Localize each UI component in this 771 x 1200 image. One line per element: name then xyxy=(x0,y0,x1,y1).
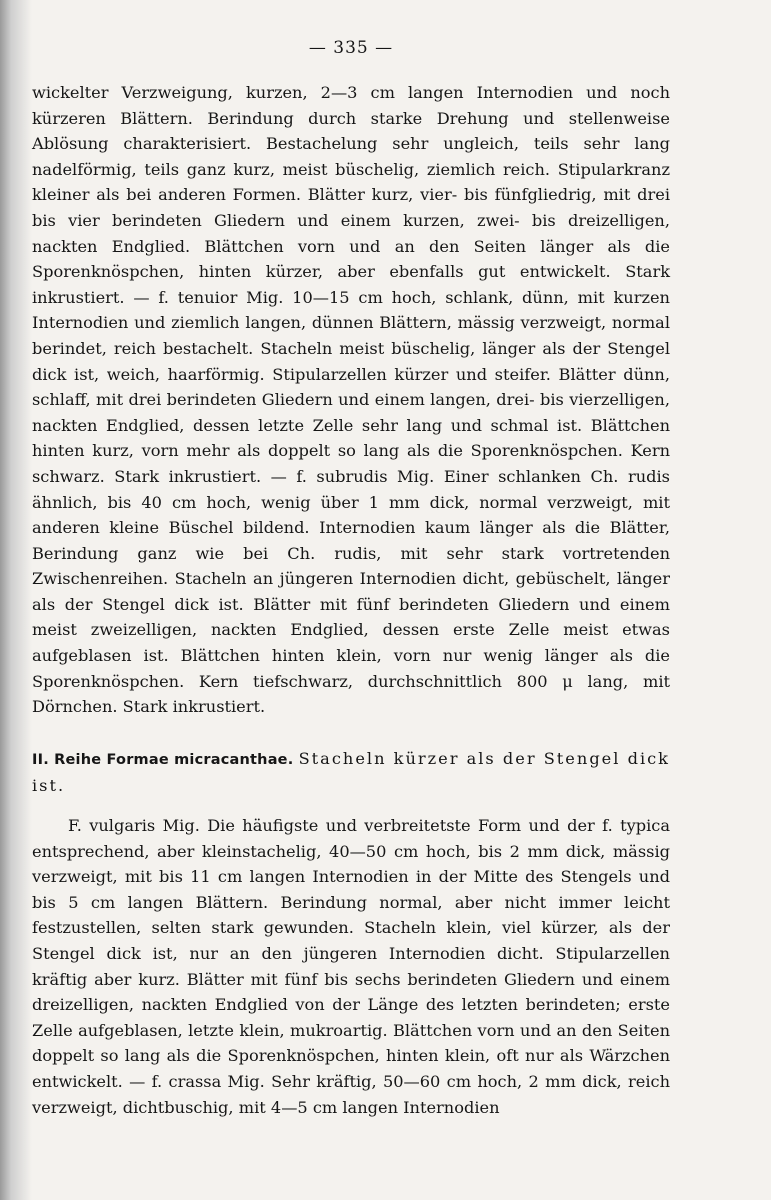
page-number: — 335 — xyxy=(308,38,394,58)
body-paragraph-2: F. vulgaris Mig. Die häufigste und verbreitetste Form und der f. typica entsprechend, aber kleinstachelig, 40—50 cm hoch, bis 2 mm dick, mässig verzweigt, mit bis 11 cm langen Internodien in der Mitte des Stengels und bis 5 cm langen Blättern. Berindung normal, aber nicht immer leicht festzustellen, selten stark gewunden. Stacheln klein, viel kürzer, als der Stengel dick ist, nur an den jüngeren Internodien dicht. Stipularzellen kräftig aber kurz. Blätter mit fünf bis sechs berindeten Gliedern und einem dreizelligen, nackten Endglied von der Länge des letzten berindeten; erste Zelle aufgeblasen, letzte klein, mukroartig. Blättchen vorn und an den Seiten doppelt so lang als die Sporenknöspchen, hinten klein, oft nur als Wärzchen entwickelt. — f. crassa Mig. Sehr kräftig, 50—60 cm hoch, 2 mm dick, reich verzweigt, dichtbuschig, mit 4—5 cm langen Internodien xyxy=(32,816,670,1117)
scan-binding-shadow xyxy=(0,0,32,1200)
book-page xyxy=(32,38,670,1120)
section-heading-label: II. Reihe Formae micracanthae. xyxy=(32,751,294,768)
section-heading-text: Stacheln kürzer als der Stengel dick ist. xyxy=(32,748,670,796)
section-heading xyxy=(32,746,670,799)
body-paragraph-1: wickelter Verzweigung, kurzen, 2—3 cm langen Internodien und noch kürzeren Blättern. Berindung durch starke Drehung und stellenweise Ablösung charakterisiert. Bestachelung sehr ungleich, teils sehr lang nadelförmig, teils ganz kurz, meist büschelig, ziemlich reich. Stipularkranz kleiner als bei anderen Formen. Blätter kurz, vier- bis fünfgliedrig, mit drei bis vier berindeten Gliedern und einem kurzen, zwei- bis dreizelligen, nackten Endglied. Blättchen vorn und an den Seiten länger als die Sporenknöspchen, hinten kürzer, aber ebenfalls gut entwickelt. Stark inkrustiert. — f. tenuior Mig. 10—15 cm hoch, schlank, dünn, mit kurzen Internodien und ziemlich langen, dünnen Blättern, mässig verzweigt, normal berindet, reich bestachelt. Stacheln meist büschelig, länger als der Stengel dick ist, weich, haarförmig. Stipularzellen kürzer und steifer. Blätter dünn, schlaff, mit drei berindeten Gliedern und einem langen, drei- bis vierzelligen, nackten Endglied, dessen letzte Zelle sehr lang und schmal ist. Blättchen hinten kurz, vorn mehr als doppelt so lang als die Sporenknöspchen. Kern schwarz. Stark inkrustiert. — f. subrudis Mig. Einer schlanken Ch. rudis ähnlich, bis 40 cm hoch, wenig über 1 mm dick, normal verzweigt, mit anderen kleine Büschel bildend. Internodien kaum länger als die Blätter, Berindung ganz wie bei Ch. rudis, mit sehr stark vortretenden Zwischenreihen. Stacheln an jüngeren Internodien dicht, gebüschelt, länger als der Stengel dick ist. Blätter mit fünf berindeten Gliedern und einem meist zweizelligen, nackten Endglied, dessen erste Zelle meist etwas aufgeblasen ist. Blättchen hinten klein, vorn nur wenig länger als die Sporenknöspchen. Kern tiefschwarz, durchschnittlich 800 μ lang, mit Dörnchen. Stark inkrustiert. xyxy=(32,83,670,717)
